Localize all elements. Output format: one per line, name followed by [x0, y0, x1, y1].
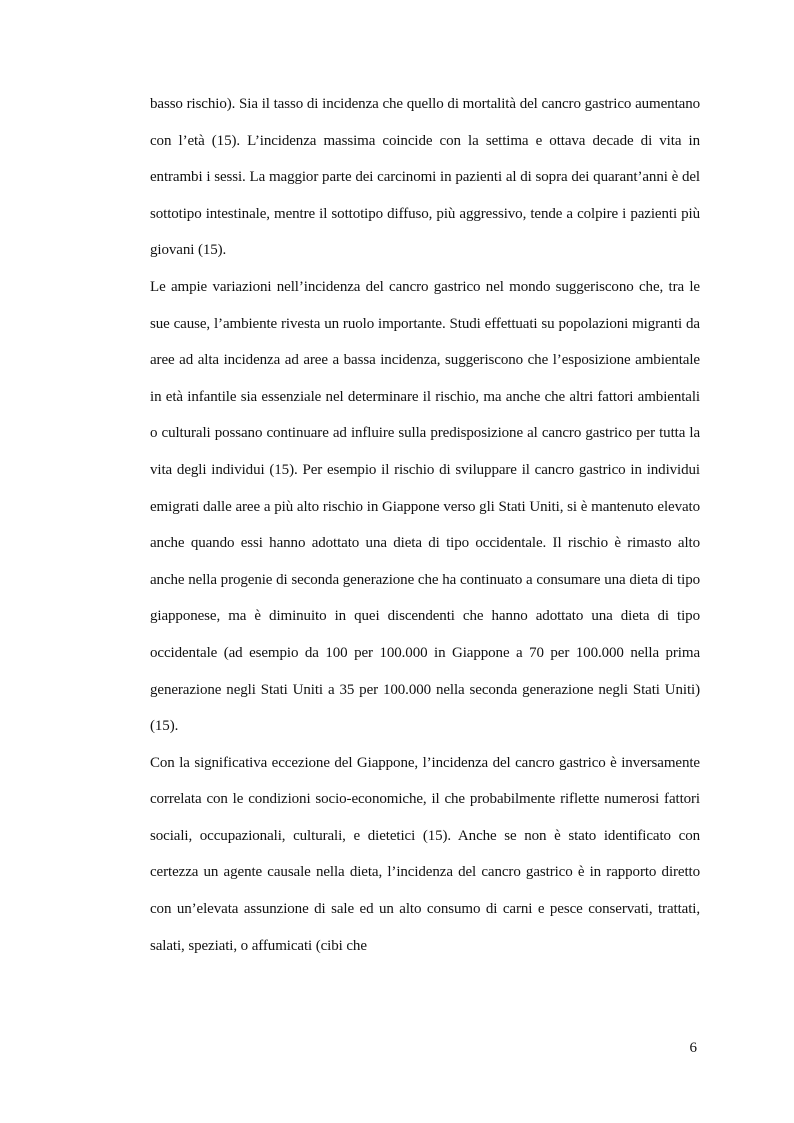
- paragraph-1: basso rischio). Sia il tasso di incidenza che quello di mortalità del cancro gastrico aumentano con l’età (15). L’incidenza massima coincide con la settima e ottava decade di vita in entrambi i sessi. La maggior parte dei carcinomi in pazienti al di sopra dei quarant’anni è del sottotipo intestinale, mentre il sottotipo diffuso, più aggressivo, tende a colpire i pazienti più giovani (15).: [150, 96, 700, 259]
- paragraph-3: Con la significativa eccezione del Giappone, l’incidenza del cancro gastrico è inversamente correlata con le condizioni socio-economiche, il che probabilmente riflette numerosi fattori sociali, occupazionali, culturali, e dietetici (15). Anche se non è stato identificato con certezza un agente causale nella dieta, l’incidenza del cancro gastrico è in rapporto diretto con un’elevata assunzione di sale ed un alto consumo di carni e pesce conservati, trattati, salati, speziati, o affumicati (cibi che: [150, 754, 700, 954]
- page-body: [150, 86, 700, 964]
- paragraph-2: Le ampie variazioni nell’incidenza del cancro gastrico nel mondo suggeriscono che, tra le sue cause, l’ambiente rivesta un ruolo importante. Studi effettuati su popolazioni migranti da aree ad alta incidenza ad aree a bassa incidenza, suggeriscono che l’esposizione ambientale in età infantile sia essenziale nel determinare il rischio, ma anche che altri fattori ambientali o culturali possano continuare ad influire sulla predisposizione al cancro gastrico per tutta la vita degli individui (15). Per esempio il rischio di sviluppare il cancro gastrico in individui emigrati dalle aree a più alto rischio in Giappone verso gli Stati Uniti, si è mantenuto elevato anche quando essi hanno adottato una dieta di tipo occidentale. Il rischio è rimasto alto anche nella progenie di seconda generazione che ha continuato a consumare una dieta di tipo giapponese, ma è diminuito in quei discendenti che hanno adottato una dieta di tipo occidentale (ad esempio da 100 per 100.000 in Giappone a 70 per 100.000 nella prima generazione negli Stati Uniti a 35 per 100.000 nella seconda generazione negli Stati Uniti) (15).: [150, 278, 700, 735]
- page-number: 6: [689, 1040, 697, 1056]
